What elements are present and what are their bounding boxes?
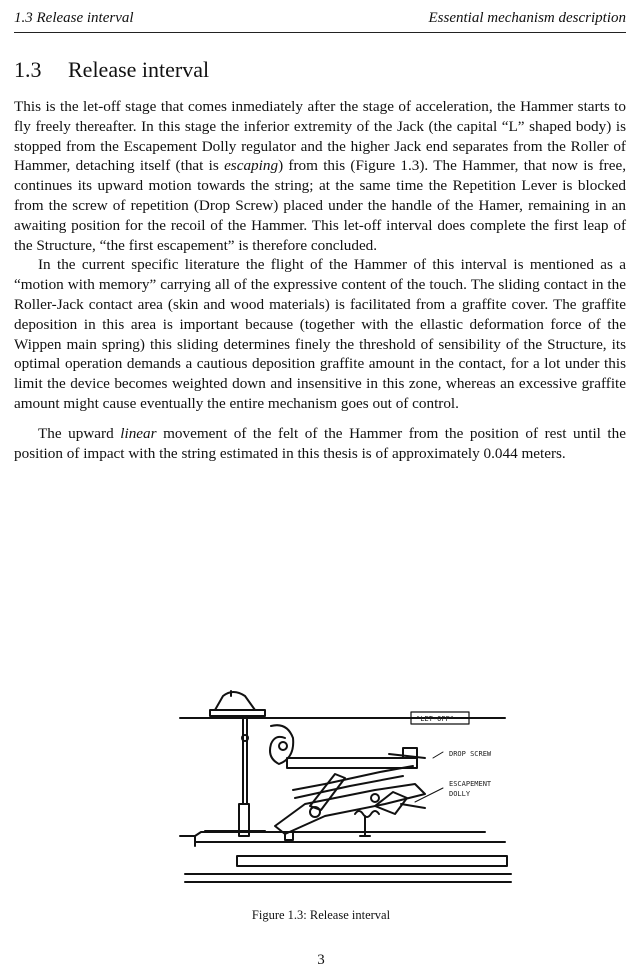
page-number: 3 [317,952,325,968]
wippen-spring [355,811,379,817]
running-head-right: Essential mechanism description [428,10,626,26]
damper-head [215,692,255,710]
hammer-shank [287,758,417,768]
label-drop-screw: DROP SCREW [449,750,492,758]
paragraph-3-part-a: The upward [38,424,121,442]
section-title [14,57,209,83]
paragraph-3-part-b: movement of the felt of the Hammer from the position of rest until the position of impact with the string estimated in this thesis is of approximately 0.044 meters. [14,424,626,462]
section-number: 1.3 [14,57,42,82]
figure-caption: Figure 1.3: Release interval [251,908,391,922]
label-let-off: "LET-OFF" [416,715,454,723]
paragraph-1 [14,97,626,255]
key-top [180,832,485,836]
body-text [14,97,626,463]
damper-felt [210,710,265,716]
running-head-left: 1.3 Release interval [14,10,134,26]
jack [310,774,345,810]
paragraph-1-part-a: This is the let-off stage that comes inmediately after the stage of acceleration, the Hammer starts to fly freely thereafter. In this stage the inferior extremity of the Jack (the capital “L” shaped body) is stopped from the Escapement Dolly regulator and the higher Jack end separates from the Roller of Hammer, detaching itself (that is [14,98,626,175]
paragraph-1-emphasis: escaping [224,157,279,175]
figure-release-interval [175,686,515,896]
section-title-text: Release interval [68,57,210,82]
paragraph-2: In the current specific literature the flight of the Hammer of this interval is mentioned as a “motion with memory” carrying all of the expressive content of the touch. The sliding contact in the Roller-Jack contact area (skin and wood materials) is facilitated from a graffite cover. The graffite deposition in this area is important because (together with the ellastic deformation force of the Wippen main spring) this sliding determines finely the threshold of sensibility of the Structure, its optimal operation demands a cautious deposition graffite amount in the contact, for a lot under this limit the device becomes weighted down and insensitive in this zone, whereas an excessive graffite amount might cause eventually the entire mechanism goes out of control. [14,256,626,412]
paragraph-3 [14,424,626,464]
key-rail [237,856,507,866]
running-head [14,10,626,33]
label-escapement: ESCAPEMENT [449,780,492,788]
label-dolly: DOLLY [449,790,471,798]
paragraph-1-part-b: ) from this (Figure 1.3). The Hammer, that now is free, continues its upward motion towards the string; at the same time the Repetition Lever is blocked from the screw of repetition (Drop Screw) placed under the handle of the Hamer, remaining in an awaiting position for the recoil of the Hammer. This let-off interval does complete the first leap of the Structure, “the first escapement” is therefore concluded. [14,157,626,254]
paragraph-3-emphasis: linear [120,424,157,442]
wippen [275,784,425,834]
piano-action-drawing [175,686,515,896]
